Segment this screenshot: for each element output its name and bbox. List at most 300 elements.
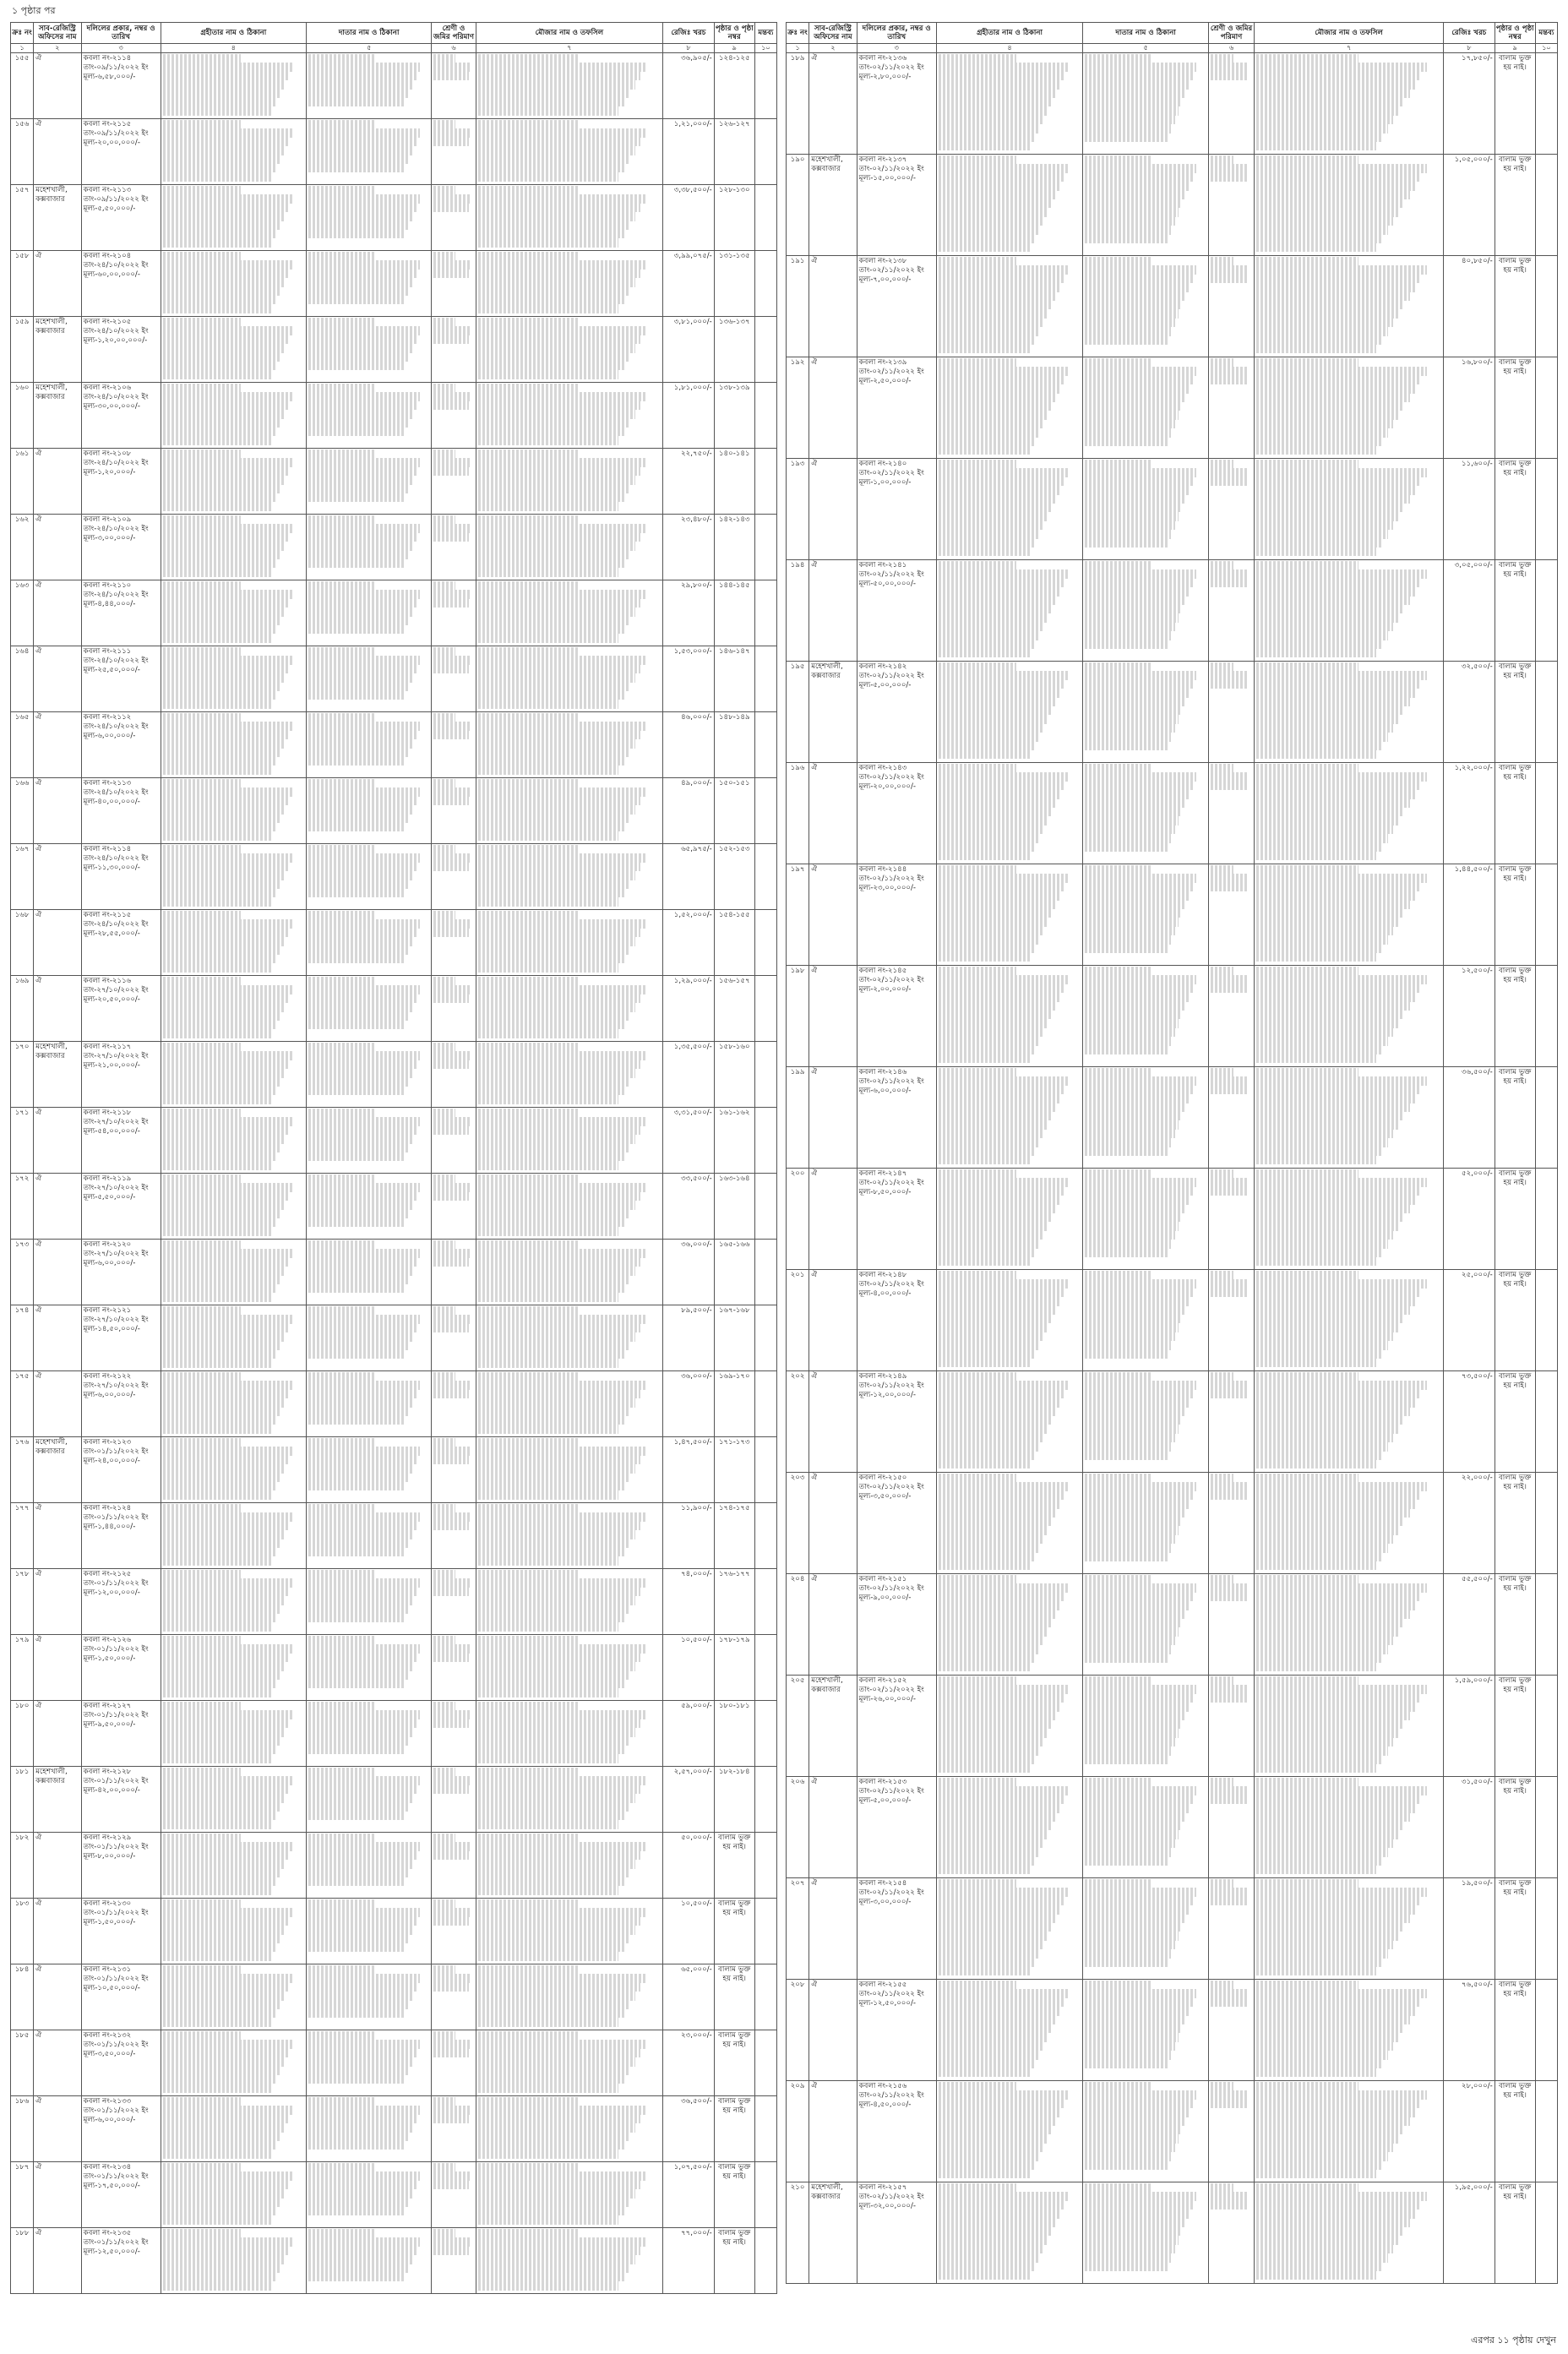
serial-number: ১৬৭ — [11, 844, 34, 910]
land-class-area — [1208, 1980, 1254, 2081]
serial-number: ১৭৬ — [11, 1437, 34, 1503]
table-row — [11, 2162, 777, 2228]
volume-page-ref: ১৫৪-১৫৫ — [714, 910, 754, 976]
recipient-name-address — [161, 1635, 306, 1701]
remarks — [1535, 560, 1557, 662]
recipient-name-address — [936, 1473, 1083, 1574]
mouza-schedule — [1255, 662, 1444, 763]
office-name: মহেশখালী, কক্সবাজার — [809, 662, 857, 763]
volume-page-ref: বালাম ভুক্ত হয় নাই। — [1494, 1980, 1535, 2081]
remarks — [754, 119, 776, 185]
deed-info: কবলা নং-২১১৪ তাং-০৯/১১/২০২২ ইং মূল্য-৬,৫৮,০০০/- — [81, 53, 161, 119]
column-header: গ্রহীতার নাম ও ঠিকানা — [161, 23, 306, 44]
registration-fee: ৩২,৫০০/- — [1444, 662, 1495, 763]
recipient-name-address — [936, 53, 1083, 155]
registration-fee: ৫০,০০০/- — [663, 1833, 715, 1899]
mouza-schedule — [476, 976, 663, 1042]
column-number: ১ — [787, 44, 809, 53]
donor-name-address — [307, 515, 432, 580]
table-row — [11, 976, 777, 1042]
registration-fee: ৩,০৫,০০০/- — [1444, 560, 1495, 662]
recipient-name-address — [161, 2162, 306, 2228]
deed-info: কবলা নং-২১০৯ তাং-২৪/১০/২০২২ ইং মূল্য-৩,০০,০০০/- — [81, 515, 161, 580]
recipient-name-address — [936, 459, 1083, 560]
serial-number: ১৬৮ — [11, 910, 34, 976]
left-register-table — [10, 22, 777, 2294]
deed-info: কবলা নং-২১৩৪ তাং-০১/১১/২০২২ ইং মূল্য-১৭,৫০,০০০/- — [81, 2162, 161, 2228]
registration-fee: ১১,৯০০/- — [663, 1503, 715, 1569]
table-row — [787, 459, 1558, 560]
serial-number: ১৬৬ — [11, 778, 34, 844]
volume-page-ref: ১৭৪-১৭৫ — [714, 1503, 754, 1569]
serial-number: ১৫৯ — [11, 317, 34, 383]
remarks — [754, 580, 776, 646]
serial-number: ১৯৮ — [787, 966, 809, 1067]
volume-page-ref: বালাম ভুক্ত হয় নাই। — [1494, 53, 1535, 155]
registration-fee: ৪৬,০০০/- — [663, 712, 715, 778]
deed-info: কবলা নং-২১৩৯ তাং-০২/১১/২০২২ ইং মূল্য-২,৫০,০০০/- — [857, 357, 936, 459]
registration-fee: ৩৬,৯০৫/- — [663, 53, 715, 119]
serial-number: ২০০ — [787, 1169, 809, 1270]
column-number: ৩ — [81, 44, 161, 53]
volume-page-ref: বালাম ভুক্ত হয় নাই। — [1494, 256, 1535, 357]
table-row — [11, 383, 777, 449]
office-name: ঐ — [34, 1701, 81, 1767]
registration-fee: ১,৫৯,০০০/- — [1444, 1676, 1495, 1777]
serial-number: ১৬১ — [11, 449, 34, 515]
deed-info: কবলা নং-২১১৩ তাং-২৪/১০/২০২২ ইং মূল্য-৪০,০০,০০০/- — [81, 778, 161, 844]
serial-number: ১৬২ — [11, 515, 34, 580]
volume-page-ref: বালাম ভুক্ত হয় নাই। — [1494, 662, 1535, 763]
land-class-area — [1208, 53, 1254, 155]
mouza-schedule — [1255, 357, 1444, 459]
serial-number: ১৮০ — [11, 1701, 34, 1767]
remarks — [754, 251, 776, 317]
land-class-area — [1208, 763, 1254, 864]
volume-page-ref: ১৬৭-১৬৮ — [714, 1305, 754, 1371]
remarks — [754, 53, 776, 119]
column-number: ৬ — [1208, 44, 1254, 53]
deed-info: কবলা নং-২১৩৩ তাং-০১/১১/২০২২ ইং মূল্য-৬,০০,০০০/- — [81, 2096, 161, 2162]
table-row — [787, 2081, 1558, 2182]
office-name: ঐ — [34, 1833, 81, 1899]
page-footer: এরপর ১১ পৃষ্ঠায় দেখুন — [1470, 2335, 1556, 2346]
column-number: ২ — [809, 44, 857, 53]
land-class-area — [432, 1635, 476, 1701]
remarks — [754, 1437, 776, 1503]
table-row — [11, 53, 777, 119]
donor-name-address — [307, 976, 432, 1042]
recipient-name-address — [161, 2228, 306, 2294]
registration-fee: ৫২,০০০/- — [1444, 1169, 1495, 1270]
remarks — [1535, 1878, 1557, 1980]
column-number: ৫ — [307, 44, 432, 53]
deed-info: কবলা নং-২১২৯ তাং-০১/১১/২০২২ ইং মূল্য-৮,০০,০০০/- — [81, 1833, 161, 1899]
recipient-name-address — [161, 580, 306, 646]
donor-name-address — [307, 449, 432, 515]
office-name: ঐ — [34, 53, 81, 119]
deed-info: কবলা নং-২১৪১ তাং-০২/১১/২০২২ ইং মূল্য-৫০,০০,০০০/- — [857, 560, 936, 662]
volume-page-ref: ১৪৬-১৪৭ — [714, 646, 754, 712]
remarks — [754, 449, 776, 515]
serial-number: ১৭২ — [11, 1174, 34, 1240]
volume-page-ref: ১৫৮-১৬০ — [714, 1042, 754, 1108]
donor-name-address — [307, 1767, 432, 1833]
serial-number: ১৫৬ — [11, 119, 34, 185]
land-class-area — [432, 1437, 476, 1503]
remarks — [1535, 1067, 1557, 1169]
remarks — [1535, 662, 1557, 763]
table-row — [11, 1174, 777, 1240]
volume-page-ref: বালাম ভুক্ত হয় নাই। — [1494, 1169, 1535, 1270]
mouza-schedule — [1255, 1473, 1444, 1574]
office-name: মহেশখালী, কক্সবাজার — [34, 383, 81, 449]
deed-info: কবলা নং-২১২৬ তাং-০১/১১/২০২২ ইং মূল্য-১,৫০,০০০/- — [81, 1635, 161, 1701]
mouza-schedule — [476, 580, 663, 646]
deed-info: কবলা নং-২১১৬ তাং-২৭/১০/২০২২ ইং মূল্য-২০,৫০,০০০/- — [81, 976, 161, 1042]
mouza-schedule — [476, 778, 663, 844]
recipient-name-address — [161, 646, 306, 712]
office-name: ঐ — [34, 1371, 81, 1437]
serial-number: ১৫৮ — [11, 251, 34, 317]
donor-name-address — [307, 1305, 432, 1371]
deed-info: কবলা নং-২১৪০ তাং-০২/১১/২০২২ ইং মূল্য-১,০০,০০০/- — [857, 459, 936, 560]
registration-fee: ৮৯,৫০০/- — [663, 1305, 715, 1371]
registration-fee: ১,৯৫,০০০/- — [1444, 2182, 1495, 2284]
serial-number: ১৬০ — [11, 383, 34, 449]
volume-page-ref: ১৩৮-১৩৯ — [714, 383, 754, 449]
recipient-name-address — [161, 1964, 306, 2030]
serial-number: ২০৮ — [787, 1980, 809, 2081]
donor-name-address — [307, 2030, 432, 2096]
land-class-area — [432, 844, 476, 910]
land-class-area — [1208, 662, 1254, 763]
volume-page-ref: ১৩৬-১৩৭ — [714, 317, 754, 383]
table-row — [11, 910, 777, 976]
mouza-schedule — [476, 119, 663, 185]
deed-info: কবলা নং-২১২৩ তাং-০১/১১/২০২২ ইং মূল্য-২৪,০০,০০০/- — [81, 1437, 161, 1503]
recipient-name-address — [936, 966, 1083, 1067]
office-name: ঐ — [809, 966, 857, 1067]
mouza-schedule — [476, 1174, 663, 1240]
donor-name-address — [1083, 53, 1209, 155]
deed-info: কবলা নং-২১১৫ তাং-২৪/১০/২০২২ ইং মূল্য-২৮,৫৫,০০০/- — [81, 910, 161, 976]
serial-number: ১৯৯ — [787, 1067, 809, 1169]
mouza-schedule — [476, 1108, 663, 1174]
donor-name-address — [307, 2096, 432, 2162]
office-name: ঐ — [34, 2162, 81, 2228]
registration-fee: ২৯,৮০০/- — [663, 580, 715, 646]
serial-number: ১৮১ — [11, 1767, 34, 1833]
office-name: মহেশখালী, কক্সবাজার — [34, 1767, 81, 1833]
office-name: মহেশখালী, কক্সবাজার — [809, 2182, 857, 2284]
donor-name-address — [307, 712, 432, 778]
volume-page-ref: বালাম ভুক্ত হয় নাই। — [1494, 763, 1535, 864]
land-class-area — [1208, 459, 1254, 560]
registration-fee: ৭৬,৫০০/- — [1444, 1980, 1495, 2081]
remarks — [1535, 53, 1557, 155]
serial-number: ১৭৫ — [11, 1371, 34, 1437]
serial-number: ১৭১ — [11, 1108, 34, 1174]
registration-fee: ৭৩,৫০০/- — [1444, 1371, 1495, 1473]
serial-number: ১৮৭ — [11, 2162, 34, 2228]
remarks — [754, 1305, 776, 1371]
land-class-area — [432, 2162, 476, 2228]
land-class-area — [432, 712, 476, 778]
volume-page-ref: বালাম ভুক্ত হয় নাই। — [1494, 1574, 1535, 1676]
recipient-name-address — [161, 1108, 306, 1174]
registration-fee: ২,৫৭,০০০/- — [663, 1767, 715, 1833]
column-number: ৫ — [1083, 44, 1209, 53]
office-name: মহেশখালী, কক্সবাজার — [34, 1437, 81, 1503]
land-class-area — [1208, 966, 1254, 1067]
column-header: ক্রঃ নং — [787, 23, 809, 44]
mouza-schedule — [1255, 1371, 1444, 1473]
office-name: ঐ — [809, 1980, 857, 2081]
registration-fee: ১৬,৮০০/- — [1444, 357, 1495, 459]
registration-fee: ৩৬,০০০/- — [663, 1371, 715, 1437]
registration-fee: ৩,৯৯,০৭৫/- — [663, 251, 715, 317]
recipient-name-address — [936, 1878, 1083, 1980]
remarks — [754, 515, 776, 580]
volume-page-ref: বালাম ভুক্ত হয় নাই। — [714, 2162, 754, 2228]
serial-number: ২০৫ — [787, 1676, 809, 1777]
donor-name-address — [1083, 966, 1209, 1067]
office-name: ঐ — [34, 2228, 81, 2294]
office-name: ঐ — [34, 910, 81, 976]
donor-name-address — [307, 1174, 432, 1240]
land-class-area — [432, 449, 476, 515]
mouza-schedule — [476, 1503, 663, 1569]
mouza-schedule — [1255, 1169, 1444, 1270]
office-name: ঐ — [34, 646, 81, 712]
deed-info: কবলা নং-২১২২ তাং-২৭/১০/২০২২ ইং মূল্য-৬,০০,০০০/- — [81, 1371, 161, 1437]
table-row — [11, 1503, 777, 1569]
column-header: মন্তব্য — [754, 23, 776, 44]
serial-number: ১৮৮ — [11, 2228, 34, 2294]
serial-number: ২০৩ — [787, 1473, 809, 1574]
mouza-schedule — [1255, 1676, 1444, 1777]
mouza-schedule — [476, 515, 663, 580]
mouza-schedule — [476, 844, 663, 910]
right-register-table — [786, 22, 1558, 2284]
remarks — [1535, 1980, 1557, 2081]
volume-page-ref: ১৫৬-১৫৭ — [714, 976, 754, 1042]
table-row — [787, 1169, 1558, 1270]
volume-page-ref: ১৬৩-১৬৪ — [714, 1174, 754, 1240]
mouza-schedule — [476, 1833, 663, 1899]
mouza-schedule — [476, 2096, 663, 2162]
column-header: দলিলের প্রকার, নম্বর ও তারিখ — [81, 23, 161, 44]
serial-number: ২০২ — [787, 1371, 809, 1473]
column-number: ৮ — [663, 44, 715, 53]
table-row — [787, 1878, 1558, 1980]
table-row — [787, 1067, 1558, 1169]
volume-page-ref: বালাম ভুক্ত হয় নাই। — [1494, 1473, 1535, 1574]
office-name: মহেশখালী, কক্সবাজার — [809, 155, 857, 256]
deed-info: কবলা নং-২১০৬ তাং-২৪/১০/২০২২ ইং মূল্য-৩০,০০,০০০/- — [81, 383, 161, 449]
registration-fee: ১,৪৪,৫০০/- — [1444, 864, 1495, 966]
mouza-schedule — [476, 251, 663, 317]
land-class-area — [1208, 2081, 1254, 2182]
column-header: ক্রঃ নং — [11, 23, 34, 44]
volume-page-ref: ১৮২-১৮৪ — [714, 1767, 754, 1833]
deed-info: কবলা নং-২১৩১ তাং-০১/১১/২০২২ ইং মূল্য-১০,৫০,০০০/- — [81, 1964, 161, 2030]
volume-page-ref: বালাম ভুক্ত হয় নাই। — [1494, 966, 1535, 1067]
recipient-name-address — [936, 763, 1083, 864]
recipient-name-address — [161, 119, 306, 185]
office-name: ঐ — [34, 251, 81, 317]
donor-name-address — [1083, 1777, 1209, 1878]
table-row — [11, 1437, 777, 1503]
table-row — [787, 864, 1558, 966]
donor-name-address — [307, 1371, 432, 1437]
deed-info: কবলা নং-২১৪৩ তাং-০২/১১/২০২২ ইং মূল্য-২০,০০,০০০/- — [857, 763, 936, 864]
land-class-area — [432, 1503, 476, 1569]
table-row — [11, 251, 777, 317]
donor-name-address — [307, 844, 432, 910]
column-header: পৃষ্ঠার ও পৃষ্ঠা নম্বর — [1494, 23, 1535, 44]
table-row — [11, 515, 777, 580]
donor-name-address — [1083, 2182, 1209, 2284]
mouza-schedule — [476, 449, 663, 515]
land-class-area — [432, 251, 476, 317]
land-class-area — [432, 1174, 476, 1240]
land-class-area — [1208, 357, 1254, 459]
registration-fee: ২৮,০০০/- — [1444, 2081, 1495, 2182]
table-row — [11, 1635, 777, 1701]
deed-info: কবলা নং-২১৫০ তাং-০২/১১/২০২২ ইং মূল্য-৩,৫০,০০০/- — [857, 1473, 936, 1574]
table-row — [11, 580, 777, 646]
column-header: পৃষ্ঠার ও পৃষ্ঠা নম্বর — [714, 23, 754, 44]
office-name: ঐ — [809, 560, 857, 662]
land-class-area — [432, 2030, 476, 2096]
deed-info: কবলা নং-২১২৮ তাং-০১/১১/২০২২ ইং মূল্য-৪২,০০,০০০/- — [81, 1767, 161, 1833]
mouza-schedule — [476, 383, 663, 449]
recipient-name-address — [936, 864, 1083, 966]
donor-name-address — [307, 910, 432, 976]
donor-name-address — [307, 646, 432, 712]
donor-name-address — [307, 383, 432, 449]
recipient-name-address — [161, 251, 306, 317]
mouza-schedule — [476, 1569, 663, 1635]
land-class-area — [432, 383, 476, 449]
remarks — [754, 2228, 776, 2294]
volume-page-ref: বালাম ভুক্ত হয় নাই। — [1494, 1371, 1535, 1473]
column-number: ৯ — [714, 44, 754, 53]
remarks — [1535, 864, 1557, 966]
donor-name-address — [307, 317, 432, 383]
mouza-schedule — [476, 185, 663, 251]
serial-number: ১৭৩ — [11, 1240, 34, 1305]
column-number: ৭ — [1255, 44, 1444, 53]
deed-info: কবলা নং-২১১০ তাং-২৪/১০/২০২২ ইং মূল্য-৪,৪৪,০০০/- — [81, 580, 161, 646]
land-class-area — [1208, 1777, 1254, 1878]
donor-name-address — [307, 1899, 432, 1964]
deed-info: কবলা নং-২১৩৭ তাং-০২/১১/২০২২ ইং মূল্য-১৫,০০,০০০/- — [857, 155, 936, 256]
donor-name-address — [307, 778, 432, 844]
mouza-schedule — [1255, 966, 1444, 1067]
deed-info: কবলা নং-২১৫৪ তাং-০২/১১/২০২২ ইং মূল্য-৩,০০,০০০/- — [857, 1878, 936, 1980]
column-header: শ্রেণী ও জমির পরিমাণ — [1208, 23, 1254, 44]
deed-info: কবলা নং-২১৫২ তাং-০২/১১/২০২২ ইং মূল্য-২৬,০০,০০০/- — [857, 1676, 936, 1777]
recipient-name-address — [936, 1777, 1083, 1878]
deed-info: কবলা নং-২১৫৩ তাং-০২/১১/২০২২ ইং মূল্য-৫,০০,০০০/- — [857, 1777, 936, 1878]
registration-fee: ৭৪,০০০/- — [663, 1569, 715, 1635]
office-name: ঐ — [809, 53, 857, 155]
column-header: রেজিঃ খরচ — [663, 23, 715, 44]
column-number: ৩ — [857, 44, 936, 53]
land-class-area — [432, 646, 476, 712]
deed-info: কবলা নং-২১০৫ তাং-২৪/১০/২০২২ ইং মূল্য-১,২০,০০,০০০/- — [81, 317, 161, 383]
table-row — [11, 712, 777, 778]
remarks — [754, 1635, 776, 1701]
table-row — [787, 2182, 1558, 2284]
registration-fee: ১,৮১,০০০/- — [663, 383, 715, 449]
remarks — [754, 778, 776, 844]
remarks — [1535, 155, 1557, 256]
remarks — [754, 1108, 776, 1174]
registration-fee: ১,২১,০০০/- — [663, 119, 715, 185]
volume-page-ref: বালাম ভুক্ত হয় নাই। — [714, 2228, 754, 2294]
deed-info: কবলা নং-২১১১ তাং-২৪/১০/২০২২ ইং মূল্য-২৫,৫০,০০০/- — [81, 646, 161, 712]
donor-name-address — [307, 1437, 432, 1503]
recipient-name-address — [936, 256, 1083, 357]
mouza-schedule — [1255, 1878, 1444, 1980]
volume-page-ref: ১২৬-১২৭ — [714, 119, 754, 185]
donor-name-address — [1083, 155, 1209, 256]
registration-fee: ১,৩৫,৫০০/- — [663, 1042, 715, 1108]
deed-info: কবলা নং-২১২০ তাং-২৭/১০/২০২২ ইং মূল্য-৬,০০,০০০/- — [81, 1240, 161, 1305]
volume-page-ref: বালাম ভুক্ত হয় নাই। — [1494, 1067, 1535, 1169]
donor-name-address — [307, 2228, 432, 2294]
land-class-area — [432, 2096, 476, 2162]
table-row — [787, 763, 1558, 864]
donor-name-address — [307, 1503, 432, 1569]
table-row — [787, 53, 1558, 155]
serial-number: ২০৭ — [787, 1878, 809, 1980]
mouza-schedule — [476, 1964, 663, 2030]
remarks — [754, 844, 776, 910]
volume-page-ref: বালাম ভুক্ত হয় নাই। — [1494, 459, 1535, 560]
office-name: ঐ — [809, 256, 857, 357]
recipient-name-address — [936, 1676, 1083, 1777]
volume-page-ref: বালাম ভুক্ত হয় নাই। — [1494, 560, 1535, 662]
donor-name-address — [307, 251, 432, 317]
land-class-area — [432, 317, 476, 383]
serial-number: ১৮৩ — [11, 1899, 34, 1964]
recipient-name-address — [161, 185, 306, 251]
mouza-schedule — [1255, 1777, 1444, 1878]
mouza-schedule — [1255, 2182, 1444, 2284]
volume-page-ref: বালাম ভুক্ত হয় নাই। — [714, 1964, 754, 2030]
recipient-name-address — [936, 1980, 1083, 2081]
recipient-name-address — [161, 778, 306, 844]
recipient-name-address — [161, 712, 306, 778]
mouza-schedule — [1255, 1067, 1444, 1169]
deed-info: কবলা নং-২১৪৮ তাং-০২/১১/২০২২ ইং মূল্য-৪,০০,০০০/- — [857, 1270, 936, 1371]
table-row — [11, 317, 777, 383]
registration-fee: ১২,৫০০/- — [1444, 966, 1495, 1067]
column-number: ২ — [34, 44, 81, 53]
land-class-area — [432, 1108, 476, 1174]
deed-info: কবলা নং-২১৪৯ তাং-০২/১১/২০২২ ইং মূল্য-১২,০০,০০০/- — [857, 1371, 936, 1473]
right-table-header — [787, 23, 1558, 53]
volume-page-ref: ১৫২-১৫৩ — [714, 844, 754, 910]
remarks — [754, 1371, 776, 1437]
volume-page-ref: ১৬৯-১৭০ — [714, 1371, 754, 1437]
mouza-schedule — [476, 2228, 663, 2294]
